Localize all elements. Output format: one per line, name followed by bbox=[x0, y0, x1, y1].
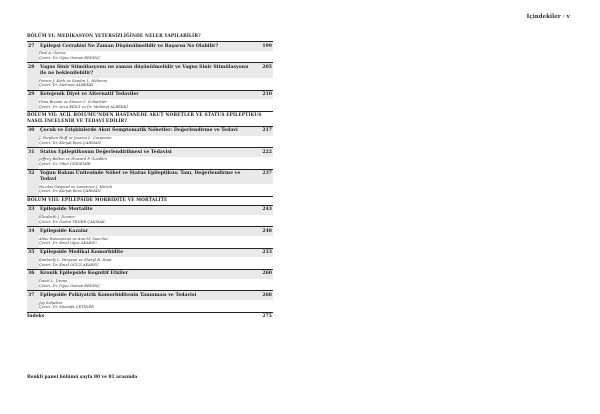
toc-entry[interactable] bbox=[27, 91, 273, 112]
chapter-authors bbox=[39, 157, 273, 169]
toc-entry[interactable] bbox=[27, 127, 273, 148]
table-of-contents bbox=[27, 33, 273, 322]
section-title: BÖLÜM VI: MEDİKASYON YETERSİZLİĞİNDE NELER YAPILABİLİR? bbox=[27, 33, 273, 42]
toc-entry[interactable] bbox=[27, 148, 273, 169]
chapter-authors bbox=[39, 236, 273, 248]
toc-entry[interactable] bbox=[27, 42, 273, 63]
toc-entry[interactable] bbox=[27, 291, 273, 312]
translator-line: Çeviri: Dr. Kürşat Bora ÇARMAN bbox=[39, 189, 101, 194]
chapter-title: Epilepside Kazalar bbox=[40, 228, 89, 234]
chapter-number: 32 bbox=[28, 171, 35, 177]
translator-line: Çeviri: Dr. Oğuz Osman ERDİNÇ bbox=[39, 284, 101, 289]
index-entry[interactable] bbox=[27, 313, 273, 322]
translator-line: Çeviri: Dr. Emel OĞUZ AKARSU bbox=[39, 262, 100, 267]
index-page-number: 275 bbox=[262, 314, 272, 320]
page-number: 253 bbox=[262, 250, 272, 256]
toc-entry[interactable] bbox=[27, 206, 273, 227]
section-title: BÖLÜM VII: ACİL BÖLÜMÜ'NDEN HASTANEDE AKUT NÖBETLER VE STATUS EPİLEPTİKUS NASIL İNCELENİR VE TEDAVİ EDİLİR? bbox=[27, 112, 273, 127]
chapter-title: Vagus Sinir Stimülasyonu ne zaman düşünülmelidir ve Vagus Sinir Stimülasyonu ile ne beklenilebilir? bbox=[40, 64, 249, 76]
section-title: BÖLÜM VIII: EPİLEPSİDE MORBİDİTE VE MORTALİTE bbox=[27, 197, 273, 206]
chapter-authors bbox=[39, 257, 273, 269]
chapter-number: 37 bbox=[28, 292, 35, 298]
author-line: J. Stephen Huff ve Jessica L. Carpenter bbox=[39, 136, 112, 141]
chapter-number: 36 bbox=[28, 271, 35, 277]
toc-entry[interactable] bbox=[27, 227, 273, 248]
chapter-number: 33 bbox=[28, 207, 35, 213]
chapter-title: Epilepside Mortalite bbox=[40, 207, 93, 213]
translator-line: Çeviri: Dr. Arzu EKİCİ ve Dr. Mehmet ALBEKKİ bbox=[39, 104, 128, 109]
index-label: İndeks bbox=[27, 314, 45, 320]
author-line: Elizabeth J. Donner bbox=[39, 215, 76, 220]
author-line: Nicolas Gaspard ve Lawrence J. Hirsch bbox=[39, 184, 113, 189]
translator-line: Çeviri: Dr. Emel Oğuz AKARSU bbox=[39, 241, 98, 246]
page-number: 268 bbox=[262, 292, 272, 298]
chapter-number: 27 bbox=[28, 43, 35, 49]
chapter-number: 29 bbox=[28, 92, 35, 98]
chapter-title: Ketojenik Diyet ve Alternatif Tedaviler bbox=[40, 92, 139, 98]
chapter-number: 28 bbox=[28, 64, 35, 70]
translator-line: Çeviri: Dr. Oğuz Osman ERDİNÇ bbox=[39, 56, 101, 61]
chapter-title: Yoğun Bakım Ünitesinde Nöbet ve Status Epileptikus: Tanı, Değerlendirme ve Tedavi bbox=[40, 171, 241, 182]
page-number: 199 bbox=[262, 43, 272, 49]
chapter-authors bbox=[39, 300, 273, 312]
chapter-authors bbox=[39, 279, 273, 291]
author-line: Jeffrey Bolton ve Howard P. Goodkin bbox=[39, 157, 107, 162]
translator-line: Çeviri: Dr. Özden TENER ÇAKMAK bbox=[39, 219, 105, 224]
toc-entry[interactable] bbox=[27, 270, 273, 291]
author-line: Paul A. Garcia bbox=[39, 51, 66, 56]
chapter-title: Epilepside Medikal Komorbidite bbox=[40, 250, 124, 256]
page-number: 260 bbox=[262, 271, 272, 277]
chapter-authors bbox=[39, 136, 273, 148]
toc-entry[interactable] bbox=[27, 63, 273, 90]
author-line: Ilona Bivona ve Steven C. Schachter bbox=[39, 99, 108, 104]
chapter-number: 31 bbox=[28, 149, 35, 155]
chapter-authors bbox=[39, 78, 273, 90]
chapter-number: 34 bbox=[28, 228, 35, 234]
running-header: İçindekiler · v bbox=[526, 14, 570, 20]
page-number: 210 bbox=[262, 92, 272, 98]
page-number: 205 bbox=[262, 64, 272, 70]
chapter-number: 35 bbox=[28, 250, 35, 256]
chapter-title: Status Epileptikusun Değerlendirilmesi ve Tedavisi bbox=[40, 149, 172, 155]
chapter-title: Çocuk ve Erişkinlerde Akut Semptomatik Nöbetler: Değerlendirme ve Tedavi bbox=[40, 128, 238, 134]
author-line: David L. Drane bbox=[39, 279, 68, 284]
author-line: Aline Russomano ve Ana M. Sanchez bbox=[39, 236, 109, 241]
author-line: Pearce J. Korb ve Sandra L. Helmers bbox=[39, 78, 108, 83]
chapter-title: Epilepsi Cerrahisi Ne Zaman Düşünülmelidir ve Başarısı Ne Olabilir? bbox=[40, 43, 219, 49]
translator-line: Çeviri: Dr. Kürşat Bora ÇARMAN bbox=[39, 140, 101, 145]
page-number: 237 bbox=[262, 171, 272, 177]
color-plate-note: Renkli panel bölümü sayfa 80 ve 81 arasında bbox=[27, 375, 138, 380]
chapter-authors bbox=[39, 184, 273, 196]
translator-line: Çeviri: Dr. Sibel ÖZİDEMİR bbox=[39, 162, 91, 167]
chapter-title: Kronik Epilepside Kognitif Etkiler bbox=[40, 271, 129, 277]
toc-entry[interactable] bbox=[27, 170, 273, 197]
author-line: Kimberly L. Pargeon ve Sheryl R. Haut bbox=[39, 257, 112, 262]
page-number: 248 bbox=[262, 228, 272, 234]
chapter-authors bbox=[39, 99, 273, 111]
chapter-title: Epilepside Psikiyatrik Komorbiditenin Tanınması ve Tedavisi bbox=[40, 292, 197, 298]
chapter-authors bbox=[39, 51, 273, 63]
chapter-authors bbox=[39, 215, 273, 227]
page-number: 217 bbox=[262, 128, 272, 134]
chapter-number: 30 bbox=[28, 128, 35, 134]
page-number: 222 bbox=[262, 149, 272, 155]
author-line: Jay Salpekar bbox=[39, 300, 63, 305]
toc-entry[interactable] bbox=[27, 249, 273, 270]
translator-line: Çeviri: Dr. Mustafa ÇETİNER bbox=[39, 305, 94, 310]
translator-line: Çeviri: Dr. Mehmet ALBEKKİ bbox=[39, 83, 94, 88]
page-number: 243 bbox=[262, 207, 272, 213]
